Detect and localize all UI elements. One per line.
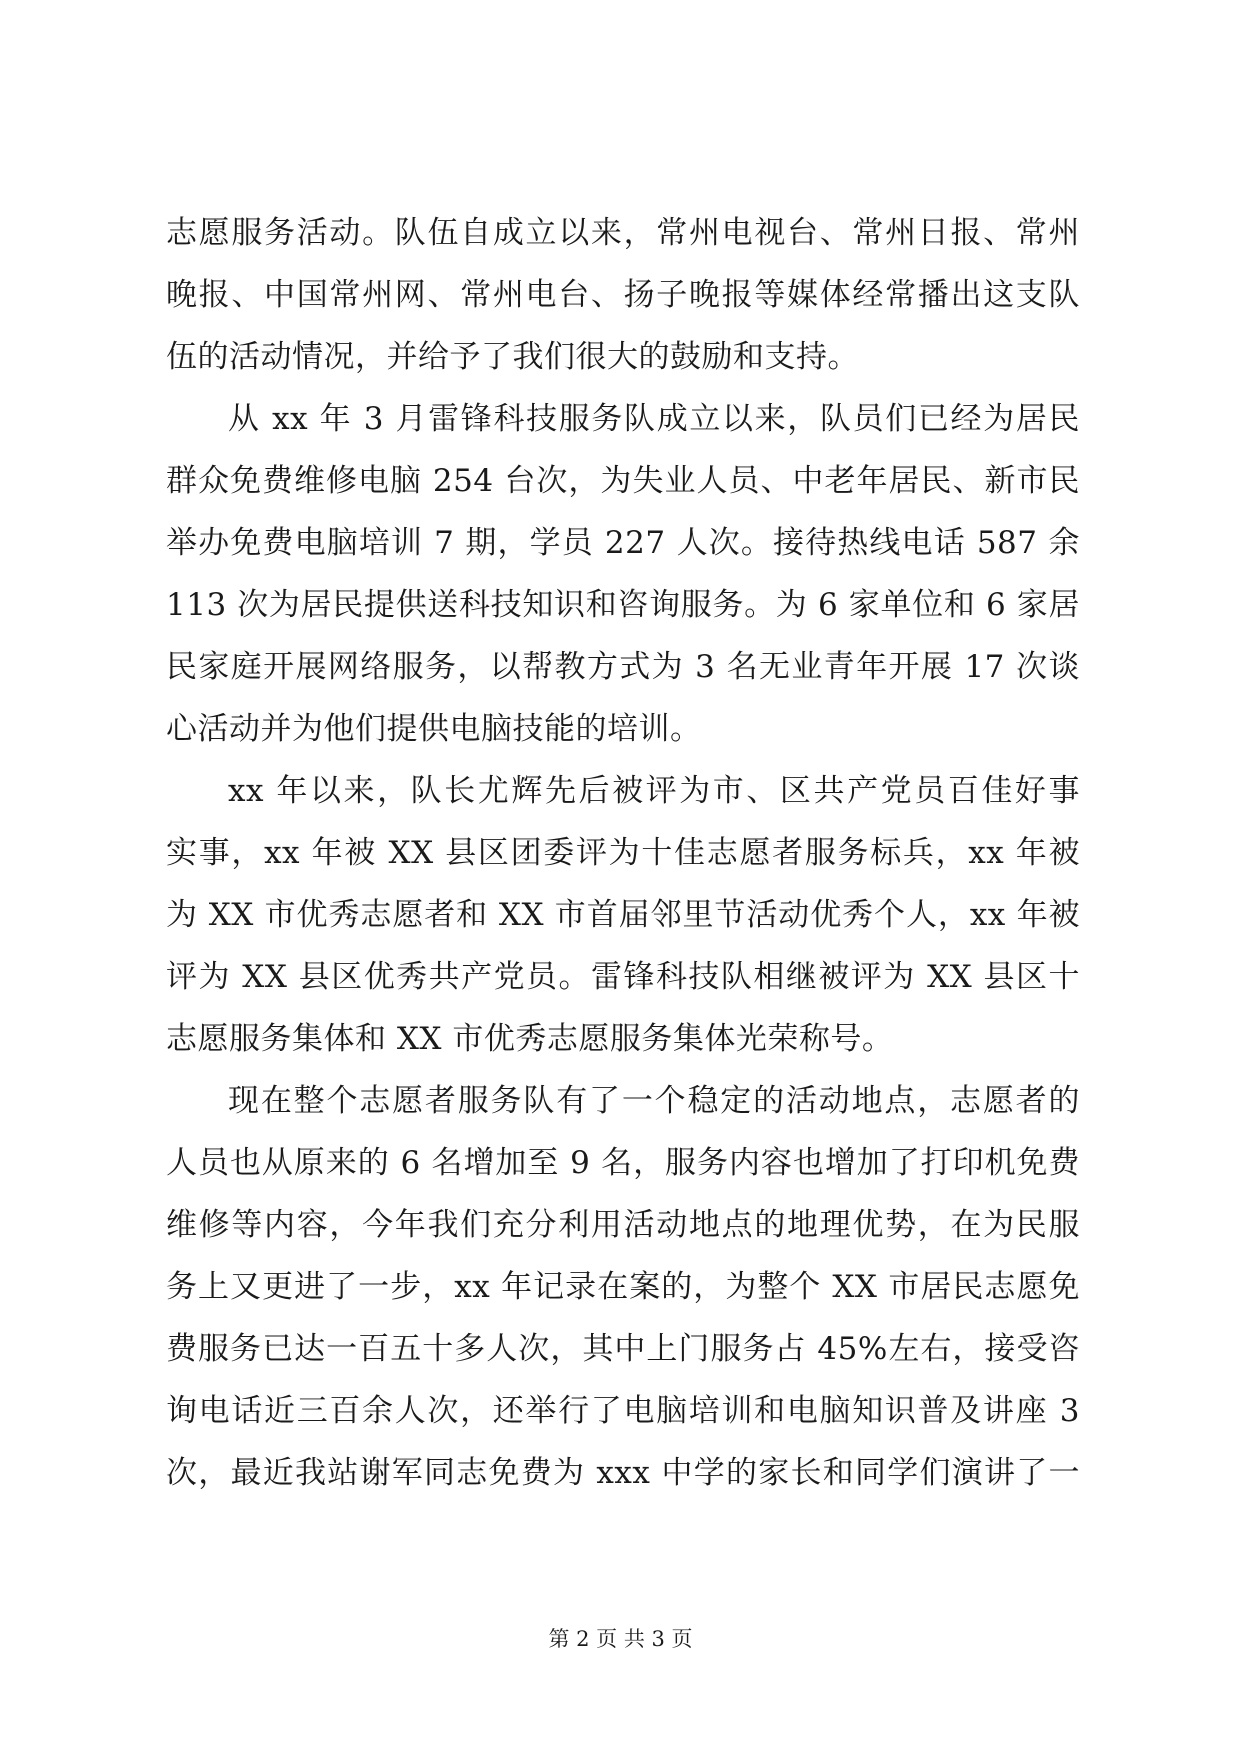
text-line: 维修等内容，今年我们充分利用活动地点的地理优势，在为民服	[166, 1207, 1080, 1243]
text-line: xx 年以来，队长尤辉先后被评为市、区共产党员百佳好事	[228, 773, 1080, 809]
text-line: 评为 XX 县区优秀共产党员。雷锋科技队相继被评为 XX 县区十	[166, 959, 1080, 995]
text-line: 113 次为居民提供送科技知识和咨询服务。为 6 家单位和 6 家居	[166, 587, 1080, 623]
text-line: 群众免费维修电脑 254 台次，为失业人员、中老年居民、新市民	[166, 463, 1080, 499]
text-line: 人员也从原来的 6 名增加至 9 名，服务内容也增加了打印机免费	[166, 1145, 1080, 1181]
text-line: 现在整个志愿者服务队有了一个稳定的活动地点，志愿者的	[228, 1083, 1080, 1119]
document-body	[166, 202, 1080, 1504]
page-number-footer: 第 2 页 共 3 页	[548, 1627, 693, 1651]
text-line: 民家庭开展网络服务，以帮教方式为 3 名无业青年开展 17 次谈	[166, 649, 1080, 685]
text-line: 心活动并为他们提供电脑技能的培训。	[166, 711, 702, 747]
text-line: 务上又更进了一步，xx 年记录在案的，为整个 XX 市居民志愿免	[166, 1269, 1080, 1305]
text-line: 从 xx 年 3 月雷锋科技服务队成立以来，队员们已经为居民	[228, 401, 1080, 437]
text-line: 志愿服务活动。队伍自成立以来，常州电视台、常州日报、常州	[166, 215, 1080, 251]
text-line: 实事，xx 年被 XX 县区团委评为十佳志愿者服务标兵，xx 年被	[166, 835, 1080, 871]
text-line: 伍的活动情况，并给予了我们很大的鼓励和支持。	[166, 339, 859, 375]
text-line: 为 XX 市优秀志愿者和 XX 市首届邻里节活动优秀个人，xx 年被	[166, 897, 1080, 933]
text-line: 志愿服务集体和 XX 市优秀志愿服务集体光荣称号。	[166, 1021, 894, 1057]
text-line: 询电话近三百余人次，还举行了电脑培训和电脑知识普及讲座 3	[166, 1393, 1080, 1429]
text-line: 举办免费电脑培训 7 期，学员 227 人次。接待热线电话 587 余	[166, 525, 1080, 561]
text-line: 次，最近我站谢军同志免费为 xxx 中学的家长和同学们演讲了一	[166, 1455, 1080, 1491]
text-line: 费服务已达一百五十多人次，其中上门服务占 45%左右，接受咨	[166, 1331, 1080, 1367]
text-line: 晚报、中国常州网、常州电台、扬子晚报等媒体经常播出这支队	[166, 277, 1080, 313]
